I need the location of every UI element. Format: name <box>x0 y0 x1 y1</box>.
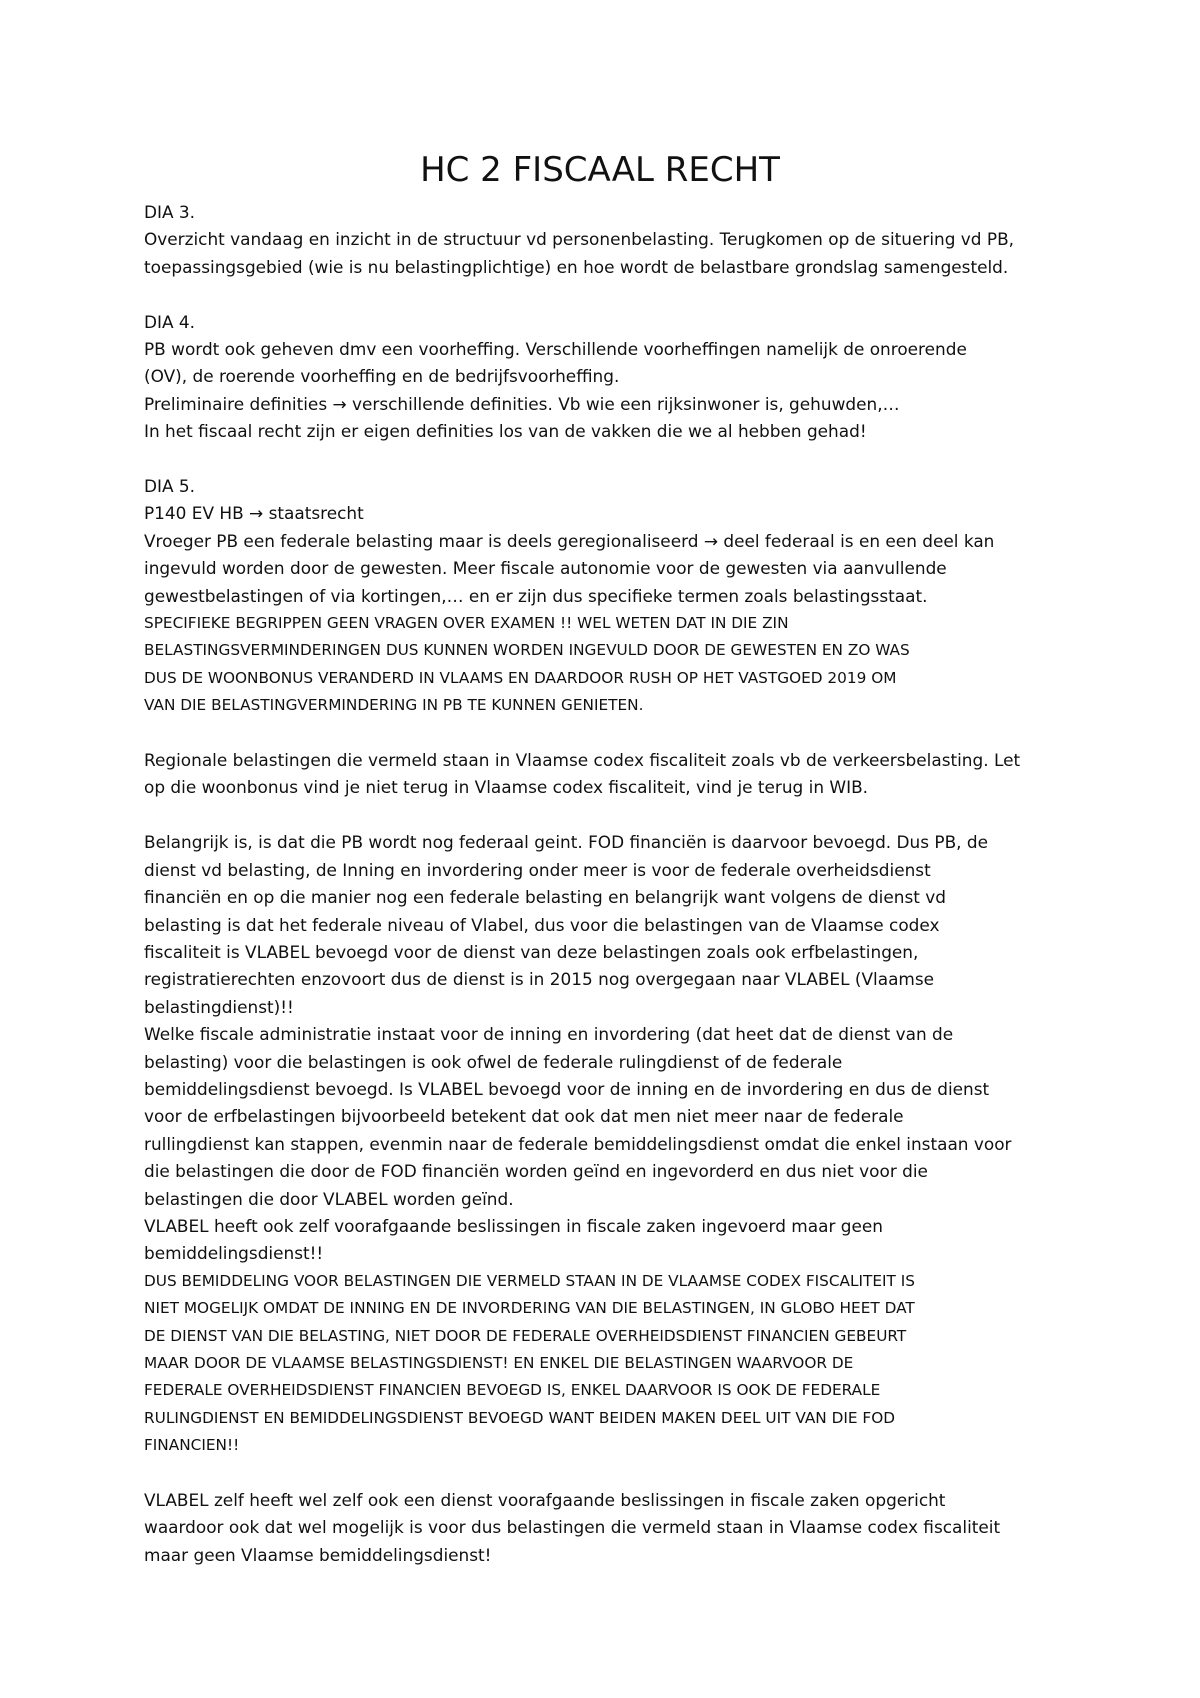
text-line: financiën en op die manier nog een federale belasting en belangrijk want volgens de dienst vd <box>144 887 946 908</box>
document-body <box>144 199 1079 1569</box>
document-title: HC 2 FISCAAL RECHT <box>420 150 780 190</box>
text-line: belastingen die door VLABEL worden geïnd. <box>144 1188 514 1209</box>
paragraph-dia-4 <box>144 309 1079 446</box>
text-line: Regionale belastingen die vermeld staan in Vlaamse codex fiscaliteit zoals vb de verkeersbelasting. Let <box>144 750 1021 771</box>
text-line: NIET MOGELIJK OMDAT DE INNING EN DE INVORDERING VAN DIE BELASTINGEN, IN GLOBO HEET DAT <box>144 1299 915 1318</box>
text-line: VLABEL zelf heeft wel zelf ook een dienst voorafgaande beslissingen in fiscale zaken opgericht <box>144 1490 946 1511</box>
text-line: bemiddelingsdienst!! <box>144 1243 324 1264</box>
text-line: (OV), de roerende voorheffing en de bedrijfsvoorheffing. <box>144 366 620 387</box>
text-line: P140 EV HB → staatsrecht <box>144 503 364 524</box>
text-line: PB wordt ook geheven dmv een voorheffing. Verschillende voorheffingen namelijk de onroerende <box>144 339 967 360</box>
text-line: BELASTINGSVERMINDERINGEN DUS KUNNEN WORDEN INGEVULD DOOR DE GEWESTEN EN ZO WAS <box>144 641 910 660</box>
text-line: MAAR DOOR DE VLAAMSE BELASTINGSDIENST! EN ENKEL DIE BELASTINGEN WAARVOOR DE <box>144 1354 854 1372</box>
text-line: FEDERALE OVERHEIDSDIENST FINANCIEN BEVOEGD IS, ENKEL DAARVOOR IS OOK DE FEDERALE <box>144 1381 881 1400</box>
text-line: ingevuld worden door de gewesten. Meer fiscale autonomie voor de gewesten via aanvullende <box>144 558 947 579</box>
text-line: gewestbelastingen of via kortingen,… en er zijn dus specifieke termen zoals belastingsstaat. <box>144 585 928 606</box>
text-line: waardoor ook dat wel mogelijk is voor dus belastingen die vermeld staan in Vlaamse codex fiscaliteit <box>144 1517 1001 1538</box>
text-line: SPECIFIEKE BEGRIPPEN GEEN VRAGEN OVER EXAMEN !! WEL WETEN DAT IN DIE ZIN <box>144 614 789 633</box>
text-line: toepassingsgebied (wie is nu belastingplichtige) en hoe wordt de belastbare grondslag samengesteld. <box>144 256 1009 277</box>
text-line: RULINGDIENST EN BEMIDDELINGSDIENST BEVOEGD WANT BEIDEN MAKEN DEEL UIT VAN DIE FOD <box>144 1408 896 1427</box>
text-line: voor de erfbelastingen bijvoorbeeld betekent dat ook dat men niet meer naar de federale <box>144 1106 904 1127</box>
paragraph-regionale-belastingen <box>144 747 1079 802</box>
text-line: fiscaliteit is VLABEL bevoegd voor de dienst van deze belastingen zoals ook erfbelastingen, <box>144 941 919 962</box>
text-line: DIA 3. <box>144 202 196 222</box>
text-line: VLABEL heeft ook zelf voorafgaande beslissingen in fiscale zaken ingevoerd maar geen <box>144 1215 883 1236</box>
text-line: DIA 4. <box>144 311 196 332</box>
text-line: Welke fiscale administratie instaat voor de inning en invordering (dat heet dat de dienst van de <box>144 1024 954 1045</box>
text-line: VAN DIE BELASTINGVERMINDERING IN PB TE KUNNEN GENIETEN. <box>144 696 644 715</box>
text-line: Vroeger PB een federale belasting maar is deels geregionaliseerd → deel federaal is en een deel kan <box>144 530 995 551</box>
uppercase-note <box>144 610 1079 720</box>
text-line: FINANCIEN!! <box>144 1436 240 1455</box>
text-line: belastingdienst)!! <box>144 996 294 1017</box>
text-line: Belangrijk is, is dat die PB wordt nog federaal geint. FOD financiën is daarvoor bevoegd. Dus PB, de <box>144 832 989 853</box>
text-line: DE DIENST VAN DIE BELASTING, NIET DOOR DE FEDERALE OVERHEIDSDIENST FINANCIEN GEBEURT <box>144 1326 907 1345</box>
text-line: DUS DE WOONBONUS VERANDERD IN VLAAMS EN DAARDOOR RUSH OP HET VASTGOED 2019 OM <box>144 668 897 687</box>
text-line: dienst vd belasting, de Inning en invordering onder meer is voor de federale overheidsdienst <box>144 859 931 880</box>
text-line: bemiddelingsdienst bevoegd. Is VLABEL bevoegd voor de inning en de invordering en dus de dienst <box>144 1078 990 1099</box>
text-line: rullingdienst kan stappen, evenmin naar de federale bemiddelingsdienst omdat die enkel instaan voor <box>144 1133 1012 1154</box>
text-line: belasting) voor die belastingen is ook ofwel de federale rulingdienst of de federale <box>144 1051 843 1072</box>
text-line: belasting is dat het federale niveau of Vlabel, dus voor die belastingen van de Vlaamse codex <box>144 914 940 935</box>
paragraph-belangrijk <box>144 829 1079 1459</box>
paragraph-dia-3 <box>144 199 1079 281</box>
paragraph-vlabel-zelf <box>144 1487 1079 1569</box>
text-line: In het fiscaal recht zijn er eigen definities los van de vakken die we al hebben gehad! <box>144 421 867 442</box>
text-line: registratierechten enzovoort dus de dienst is in 2015 nog overgegaan naar VLABEL (Vlaamse <box>144 969 935 990</box>
text-line: DUS BEMIDDELING VOOR BELASTINGEN DIE VERMELD STAAN IN DE VLAAMSE CODEX FISCALITEIT IS <box>144 1271 915 1290</box>
text-line: DIA 5. <box>144 476 196 497</box>
text-line: die belastingen die door de FOD financiën worden geïnd en ingevorderd en dus niet voor die <box>144 1161 928 1182</box>
text-line: op die woonbonus vind je niet terug in Vlaamse codex fiscaliteit, vind je terug in WIB. <box>144 777 869 798</box>
text-line: Preliminaire definities → verschillende definities. Vb wie een rijksinwoner is, gehuwden,… <box>144 393 900 414</box>
text-line: maar geen Vlaamse bemiddelingsdienst! <box>144 1544 492 1565</box>
paragraph-dia-5 <box>144 473 1079 720</box>
uppercase-note <box>144 1268 1079 1460</box>
text-line: Overzicht vandaag en inzicht in de structuur vd personenbelasting. Terugkomen op de situering vd PB, <box>144 229 1015 250</box>
